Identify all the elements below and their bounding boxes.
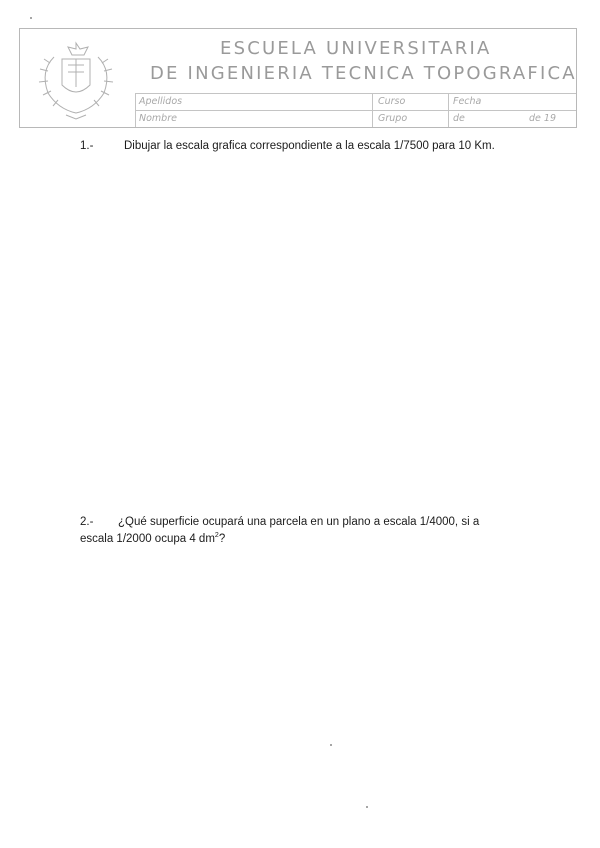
question-2 <box>80 515 510 546</box>
divider-line <box>135 93 136 127</box>
scan-speck <box>30 17 32 19</box>
label-apellidos: Apellidos <box>139 96 183 107</box>
school-title-line-2: DE INGENIERIA TECNICA TOPOGRAFICA <box>150 63 577 84</box>
question-number: 1.- <box>80 140 94 152</box>
divider-line <box>372 93 373 127</box>
question-1 <box>80 140 560 152</box>
label-nombre: Nombre <box>139 113 177 124</box>
exam-header <box>19 28 577 128</box>
form-row-nombre <box>135 110 576 128</box>
divider-line <box>448 93 449 127</box>
label-de: de <box>453 113 465 124</box>
label-fecha: Fecha <box>453 96 482 107</box>
question-end: ? <box>218 532 226 545</box>
label-year: de 19 <box>529 113 556 124</box>
exponent: 2 <box>214 532 219 539</box>
university-seal-icon <box>26 37 126 121</box>
scan-speck <box>366 806 368 808</box>
form-row-apellidos <box>135 93 576 111</box>
question-text: Dibujar la escala grafica correspondiente a la escala 1/7500 para 10 Km. <box>124 140 495 152</box>
question-text: ¿Qué superficie ocupará una parcela en un plano a escala 1/4000, si a escala 1/2000 ocupa 4 dm <box>80 516 480 545</box>
label-grupo: Grupo <box>378 113 408 124</box>
scan-speck <box>330 744 332 746</box>
question-number: 2.- <box>80 516 94 528</box>
school-title-line-1: ESCUELA UNIVERSITARIA <box>220 38 492 59</box>
label-curso: Curso <box>378 96 406 107</box>
